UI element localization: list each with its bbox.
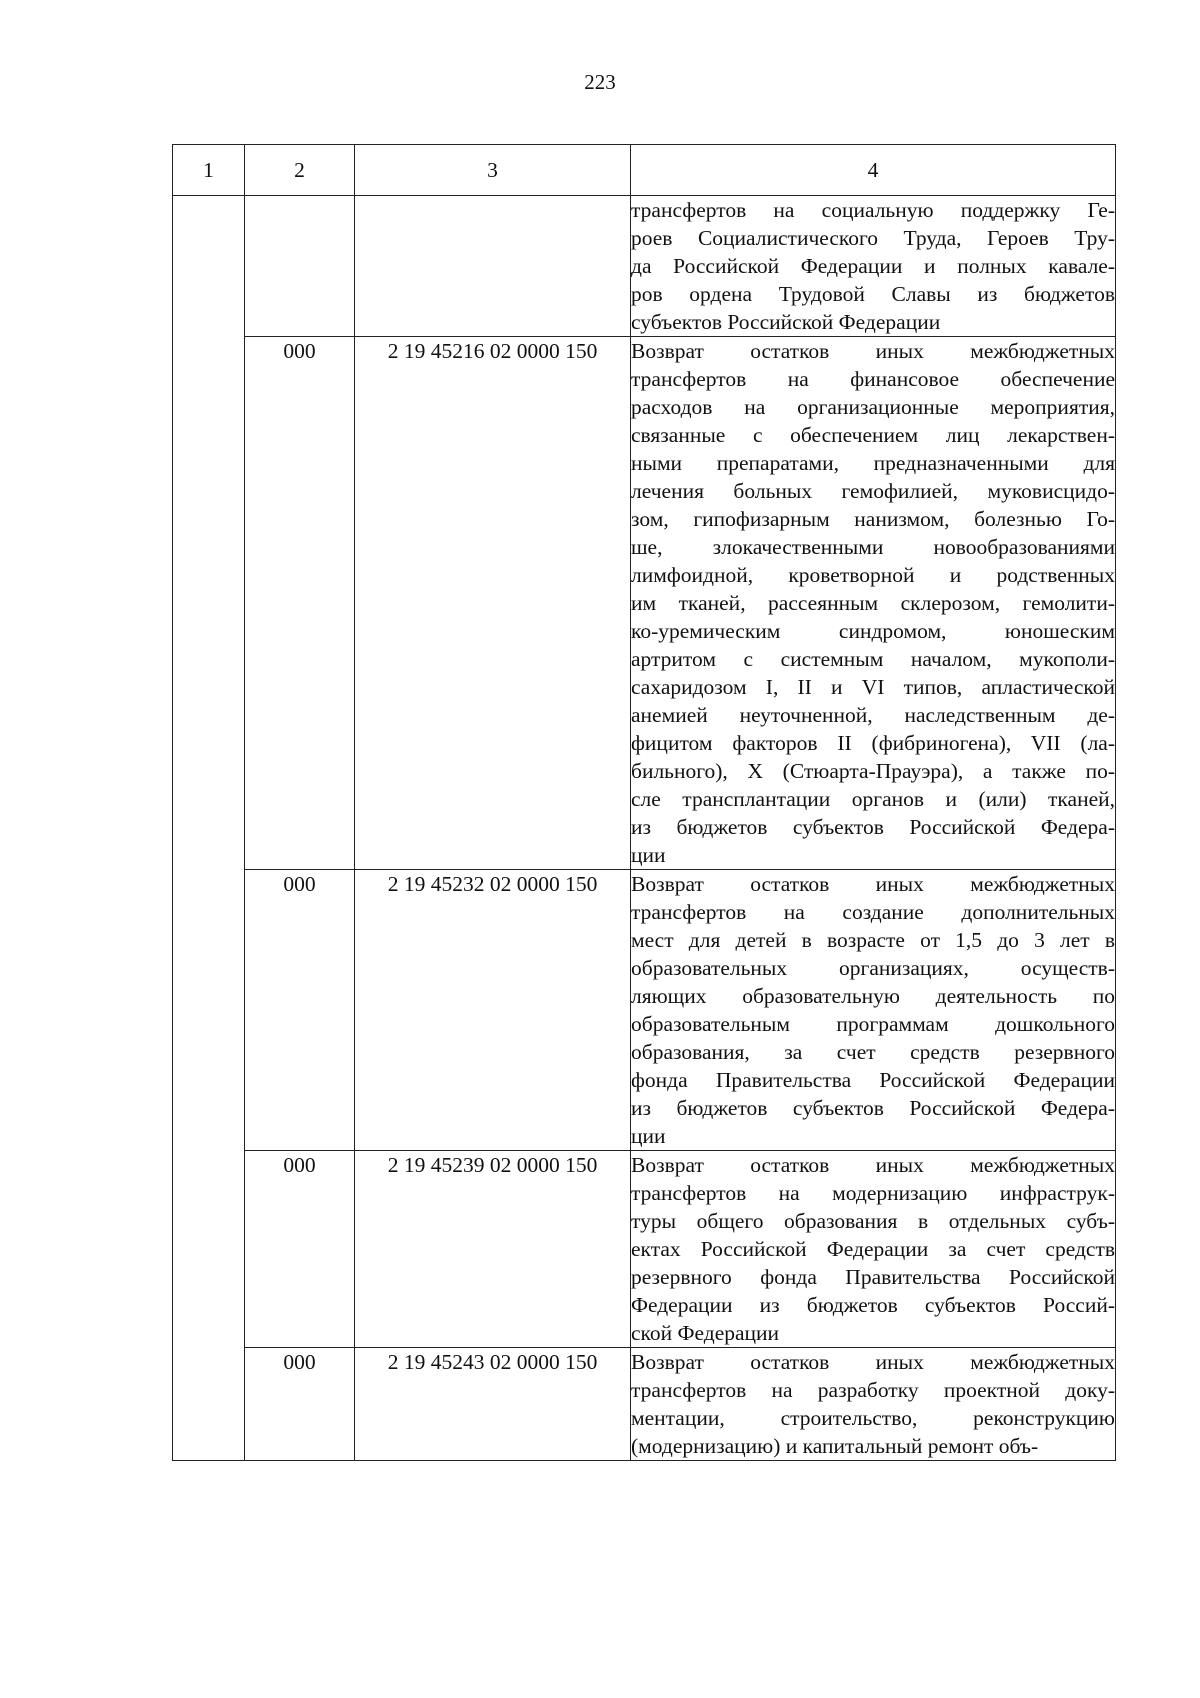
header-col-3: 3 [355,145,631,196]
description-line: (модернизацию) и капитальный ремонт объ- [631,1434,1039,1458]
description-line: трансфертов на создание дополнительных [631,900,1115,924]
description-line: образования, за счет средств резервного [631,1040,1115,1064]
header-col-2: 2 [245,145,355,196]
budget-code-cell [355,196,631,337]
header-col-4: 4 [631,145,1116,196]
table-body [173,196,1116,1461]
table-row [173,1151,1116,1348]
admin-code-cell [245,196,355,337]
admin-code-cell: 000 [245,337,355,870]
description-line: Возврат остатков иных межбюджетных [631,1350,1115,1374]
description-line: сахаридозом I, II и VI типов, апластической [631,675,1115,699]
description-line: зом, гипофизарным нанизмом, болезнью Го- [631,507,1115,531]
description-line: субъектов Российской Федерации [631,310,941,334]
budget-code-cell: 2 19 45216 02 0000 150 [355,337,631,870]
description-line: из бюджетов субъектов Российской Федера- [631,815,1115,839]
description-line: фонда Правительства Российской Федерации [631,1068,1115,1092]
description-cell [631,1348,1116,1461]
description-line: связанные с обеспечением лиц лекарствен- [631,423,1115,447]
budget-code-table [172,144,1116,1461]
budget-code-cell: 2 19 45239 02 0000 150 [355,1151,631,1348]
description-line: трансфертов на социальную поддержку Ге- [631,198,1115,222]
table-row [173,196,1116,337]
description-line: ными препаратами, предназначенными для [631,451,1115,475]
description-line: ции [631,843,666,867]
description-line: туры общего образования в отдельных субъ- [631,1209,1115,1233]
description-line: ров ордена Трудовой Славы из бюджетов [631,282,1115,306]
table-header-row [173,145,1116,196]
admin-code-cell: 000 [245,870,355,1151]
description-line: бильного), X (Стюарта-Прауэра), а также по- [631,759,1115,783]
description-line: да Российской Федерации и полных кавале- [631,254,1115,278]
description-line: Возврат остатков иных межбюджетных [631,339,1115,363]
description-line: лечения больных гемофилией, муковисцидо- [631,479,1115,503]
description-line: трансфертов на разработку проектной доку- [631,1378,1115,1402]
description-line: роев Социалистического Труда, Героев Тру- [631,226,1115,250]
description-line: образовательным программам дошкольного [631,1012,1115,1036]
budget-code-cell: 2 19 45232 02 0000 150 [355,870,631,1151]
description-line: из бюджетов субъектов Российской Федера- [631,1096,1115,1120]
admin-code-cell: 000 [245,1151,355,1348]
description-cell [631,337,1116,870]
table-row [173,337,1116,870]
description-line: образовательных организациях, осуществ- [631,956,1115,980]
description-line: трансфертов на модернизацию инфраструк- [631,1181,1115,1205]
description-line: расходов на организационные мероприятия, [631,395,1115,419]
description-line: Федерации из бюджетов субъектов Россий- [631,1293,1115,1317]
budget-code-cell: 2 19 45243 02 0000 150 [355,1348,631,1461]
header-col-1: 1 [173,145,245,196]
description-line: резервного фонда Правительства Российской [631,1265,1115,1289]
description-line: ляющих образовательную деятельность по [631,984,1115,1008]
table-row [173,870,1116,1151]
description-line: ментации, строительство, реконструкцию [631,1406,1115,1430]
description-line: Возврат остатков иных межбюджетных [631,1153,1115,1177]
col-1-cell [173,196,245,1461]
description-line: ской Федерации [631,1321,780,1345]
description-line: фицитом факторов II (фибриногена), VII (ла- [631,731,1115,755]
description-line: сле трансплантации органов и (или) тканей, [631,787,1115,811]
description-line: трансфертов на финансовое обеспечение [631,367,1115,391]
description-line: ше, злокачественными новообразованиями [631,535,1115,559]
description-line: артритом с системным началом, мукополи- [631,647,1115,671]
admin-code-cell: 000 [245,1348,355,1461]
table-row [173,1348,1116,1461]
description-cell [631,870,1116,1151]
description-line: Возврат остатков иных межбюджетных [631,872,1115,896]
description-line: ектах Российской Федерации за счет средств [631,1237,1115,1261]
description-line: ции [631,1124,666,1148]
description-line: ко-уремическим синдромом, юношеским [631,619,1115,643]
description-cell [631,196,1116,337]
description-cell [631,1151,1116,1348]
description-line: мест для детей в возрасте от 1,5 до 3 лет в [631,928,1115,952]
description-line: анемией неуточненной, наследственным де- [631,703,1115,727]
page-number: 223 [584,70,616,94]
description-line: лимфоидной, кроветворной и родственных [631,563,1115,587]
description-line: им тканей, рассеянным склерозом, гемолити- [631,591,1115,615]
